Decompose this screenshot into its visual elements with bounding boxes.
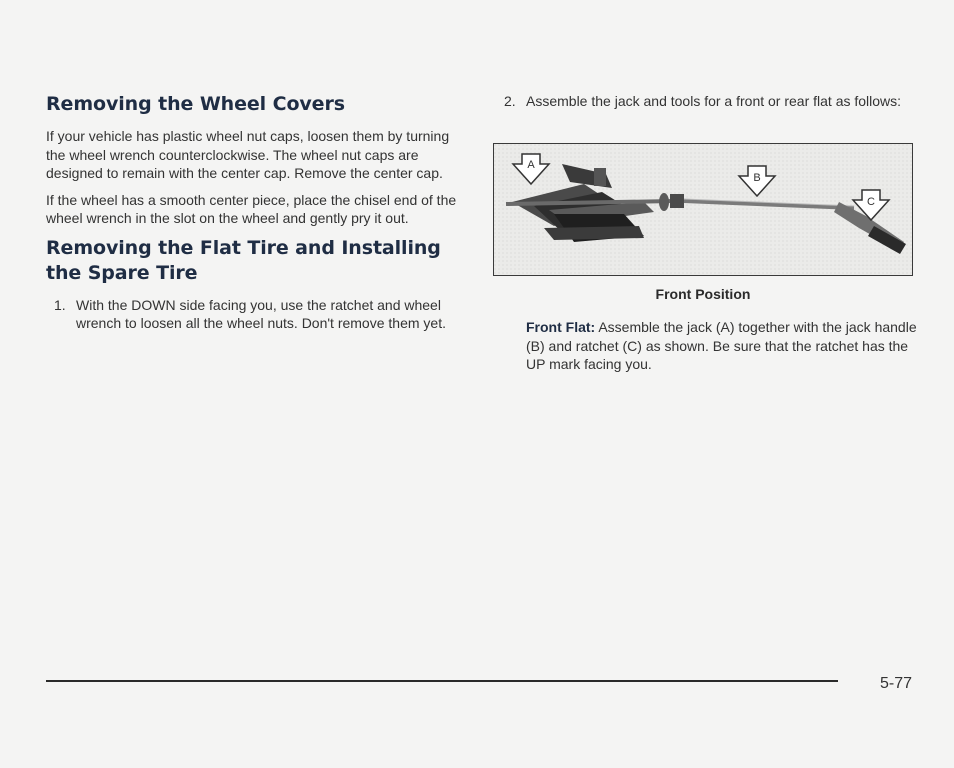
callout-a-label: A xyxy=(527,159,535,171)
front-flat-text: Assemble the jack (A) together with the jack handle (B) and ratchet (C) as shown. Be sure that the ratchet has the UP mark facing you. xyxy=(526,319,917,372)
left-column xyxy=(46,92,466,333)
paragraph-smooth-center-piece: If the wheel has a smooth center piece, place the chisel end of the wheel wrench in the slot on the wheel and gently pry it out. xyxy=(46,191,457,226)
callout-b-label: B xyxy=(753,172,761,184)
heading-removing-wheel-covers: Removing the Wheel Covers xyxy=(46,93,345,115)
step-2-number: 2. xyxy=(504,93,516,109)
jack-assembly-drawing xyxy=(494,144,913,276)
front-flat-paragraph xyxy=(526,318,918,374)
front-flat-label: Front Flat: xyxy=(526,319,596,335)
step-1-number: 1. xyxy=(54,296,66,313)
step-1-text: With the DOWN side facing you, use the ratchet and wheel wrench to loosen all the wheel nuts. Don't remove them yet. xyxy=(76,296,446,331)
heading-removing-flat-tire: Removing the Flat Tire and Installing the Spare Tire xyxy=(46,236,441,284)
paragraph-wheel-nut-caps: If your vehicle has plastic wheel nut caps, loosen them by turning the wheel wrench counterclockwise. The wheel nut caps are designed to remain with the center cap. Remove the center cap. xyxy=(46,128,450,181)
step-2 xyxy=(498,92,918,111)
page-number: 5-77 xyxy=(880,675,913,692)
right-column xyxy=(498,92,918,111)
step-1 xyxy=(46,296,466,333)
footer-rule xyxy=(46,680,838,682)
figure-caption: Front Position xyxy=(655,286,751,302)
step-2-text: Assemble the jack and tools for a front or rear flat as follows: xyxy=(526,93,902,109)
jack-assembly-illustration xyxy=(493,143,913,276)
callout-c-label: C xyxy=(867,196,875,208)
